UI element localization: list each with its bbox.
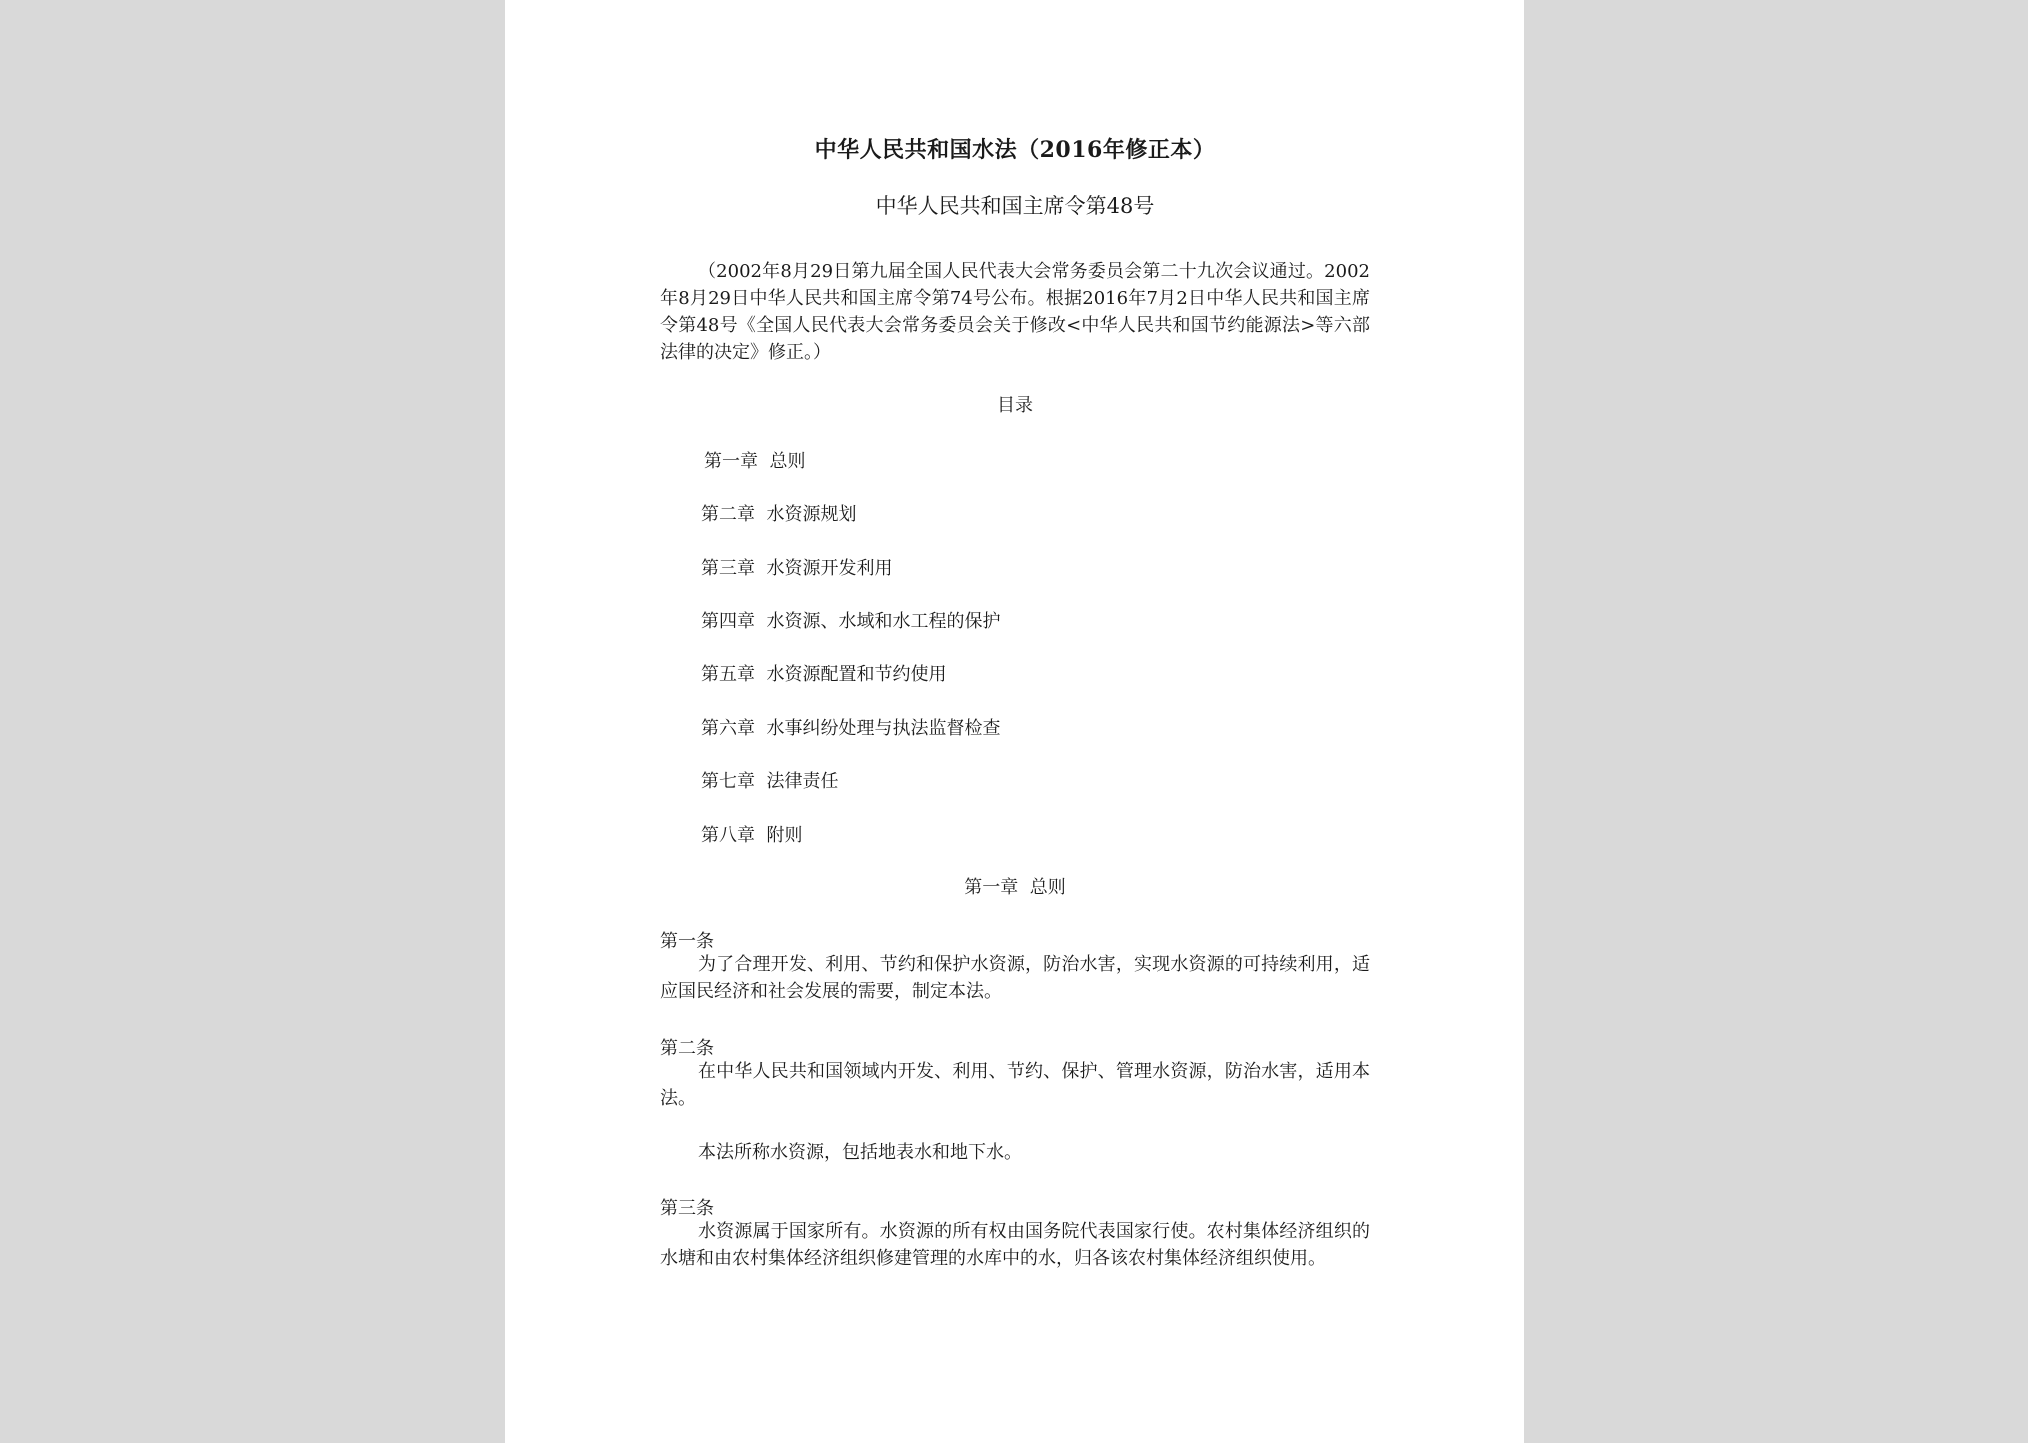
article-2-paragraph-1: 在中华人民共和国领域内开发、利用、节约、保护、管理水资源，防治水害，适用本法。 — [660, 1061, 1370, 1109]
article-3-paragraph: 水资源属于国家所有。水资源的所有权由国务院代表国家行使。农村集体经济组织的水塘和由农村集体经济组织修建管理的水库中的水，归各该农村集体经济组织使用。 — [660, 1221, 1370, 1269]
document-subtitle: 中华人民共和国主席令第48号 — [875, 194, 1155, 218]
document-title: 中华人民共和国水法（2016年修正本） — [814, 137, 1216, 163]
article-label-2: 第二条 — [660, 1038, 714, 1059]
toc-heading: 目录 — [997, 395, 1033, 416]
article-label-1: 第一条 — [660, 931, 714, 952]
toc-item-chapter-6: 第六章 水事纠纷处理与执法监督检查 — [701, 718, 1001, 739]
toc-item-chapter-2: 第二章 水资源规划 — [701, 504, 857, 525]
toc-item-chapter-3: 第三章 水资源开发利用 — [701, 558, 893, 579]
article-1-paragraph: 为了合理开发、利用、节约和保护水资源，防治水害，实现水资源的可持续利用，适应国民经济和社会发展的需要，制定本法。 — [660, 954, 1370, 1002]
document-page — [505, 0, 1524, 1443]
preamble-paragraph: （2002年8月29日第九届全国人民代表大会常务委员会第二十九次会议通过。2002年8月29日中华人民共和国主席令第74号公布。根据2016年7月2日中华人民共和国主席令第48号《全国人民代表大会常务委员会关于修改<中华人民共和国节约能源法>等六部法律的决定》修正。） — [660, 261, 1370, 363]
article-2-paragraph-2: 本法所称水资源，包括地表水和地下水。 — [698, 1142, 1022, 1163]
toc-item-chapter-7: 第七章 法律责任 — [701, 771, 839, 792]
toc-item-chapter-5: 第五章 水资源配置和节约使用 — [701, 664, 947, 685]
toc-item-chapter-1: 第一章 总则 — [704, 451, 806, 472]
article-label-3: 第三条 — [660, 1198, 714, 1219]
chapter-heading: 第一章 总则 — [964, 877, 1066, 898]
toc-item-chapter-8: 第八章 附则 — [701, 825, 803, 846]
toc-item-chapter-4: 第四章 水资源、水域和水工程的保护 — [701, 611, 1001, 632]
